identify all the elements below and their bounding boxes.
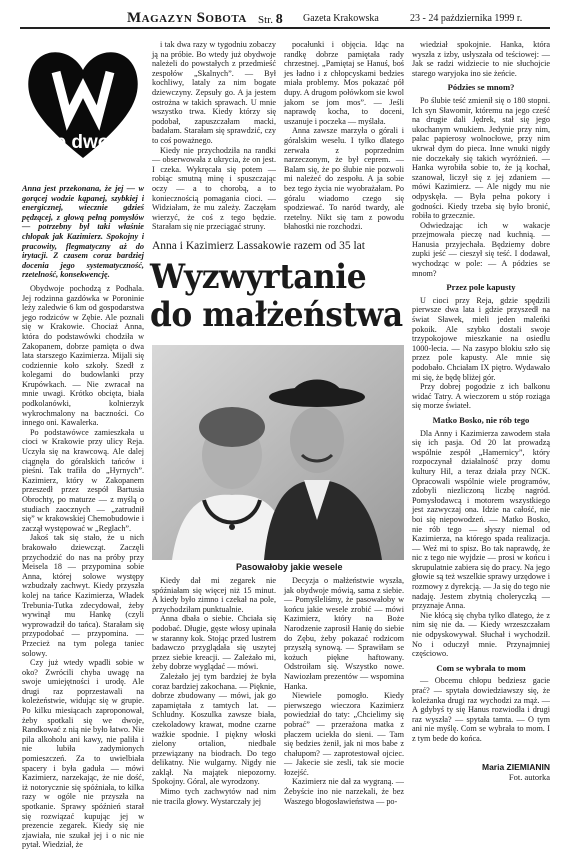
title-line-1: Wyzwyrtanie (150, 257, 367, 297)
paragraph: Po podstawówce zamieszkała u cioci w Krakowie przy ulicy Reja. Uczyła się na krawcową. Ale dalej ciągnęła do góralskich tańców i pieśni. Tak trafiła do „Hyrnych”. Kazimierz, który w Zakopanem przeszedł przez zespół Bartusia Obrochty, po maturze — z myślą o studiach zaocznych — „zatrudnił się” w krakowskiej Chemobudowie i zaczął występować w „Reglach”. (22, 427, 144, 533)
column-2-bottom (152, 576, 276, 806)
paragraph: i tak dwa razy w tygodniu zobaczy ją na próbie. Bo wtedy już obydwoje należeli do powstałych z przedmieść zespołów „Skalnych”. — Był kochliwy, lataly za nim bogate dziewczyny. Zepsuły go. A ja jestem ostrożna w takich sprawach. U mnie wszystko trwa. Kiedy którzy się podobał, zapuszczałam macki, badałam. Starałam się sprawdzić, czy to coś poważnego. (152, 40, 276, 145)
section-logo (22, 40, 144, 170)
subheading: Pódzies se mnom? (447, 82, 515, 93)
article-kicker: Anna i Kazimierz Lassakowie razem od 35 lat (152, 240, 365, 252)
paragraph: Zależało jej tym bardziej że była coraz bardziej zakochana. — Pięknie, dobrze zbudowany — mówi, jak go zapamiętała z tamtych lat. — Schludny. Koszulka zawsze biała, czekoladowy krawat, modne czarne ważkie spodnie. I piękny włoski zielony ortalion, niedbale przewiązany na biodrach. Do tego delikatny. Nie wulgarny. Nigdy nie zaklął. Na majątek niepozorny. Spokojny. Góral, ale wyrodzony. (152, 671, 276, 787)
page-header (0, 0, 563, 26)
paragraph: pocałunki i objęcia. Idąc na randkę dobrze pamiętała rady chrzestnej. „Pamiętaj se Hanuś, boś jes ładno i z chłopcyskami bedzies miała problemy. Mos pokazać pół dupy. A drugom połówkom sie kwol jakom se jom mos”. — Jeśli naprawdę kocha, to doceni, uszanuje i poczeka — myślała. (284, 40, 404, 126)
page-number (258, 12, 283, 28)
page-number-value: 8 (275, 12, 283, 27)
heart-logo-icon (22, 40, 144, 170)
byline (450, 762, 550, 782)
paragraph: wiedział spokojnie. Hanka, która wyszła z izby, usłyszała od teściowej: — Jak se radzi widziecie to nie słuchojcie starego waryjoka ino sie żeńcie. (412, 40, 550, 78)
issue-date: 23 - 24 października 1999 r. (410, 13, 523, 24)
paragraph: Niewiele pomogło. Kiedy pierwszego wieczora Kazimierz powiedział do taty: „Chcielimy się pobrać” — przeraźona matka z płaczem uciekła do sieni. — Tam się bedzies żenił, jak ni mos babe z chałupom? — zaprotestował ojciec. — Jakecie sie zesli, tak sie mocie łozejść. (284, 691, 404, 777)
paragraph: Odwiedzając ich w wakacje przejmowała pieczę nad kuchnią. — Hanusia przyjechała. Będziemy dobre zupki jeść — cieszył się teść. I dodawał, wychodząc w pole: — A pódzies se mnom? (412, 220, 550, 278)
paragraph: Anna zawsze marzyła o górali i góralskim weselu. I tylko dlatego zerwała z poprzednim narzeczonym, że był ceprem. — Balam się, że po ślubie nie pozwoli mi należeć do zespołu. A ja sobie bez tego życia nie wyobrażałam. Po góralu wiadomo czego się spodziewać. To naród twardy, ale rzetelny. Nikt się tam z powodu błahostki nie rozchodzi. (284, 126, 404, 232)
paragraph: Kiedy dał mi zegarek nie spóźniałam się więcej niż 15 minut. A kiedy było zimno i czekał na pole, przychodziłam punktualnie. (152, 576, 276, 614)
page-label: Str. (258, 14, 273, 26)
paragraph: — Obcemu chłopu bedziesz gacie prać? — spytała dowiedziawszy się, że koleżanka drugi raz wychodzi za mąż. — A gdybyś ty się Hanus rozwiodła i drugi raz wyszła? — spytała tamta. — O tym ani nie myślę. Com se wybrała to mom. I z tym bede do końca. (412, 676, 550, 743)
subheading: Com se wybrała to mom (436, 662, 526, 673)
paragraph: Anna dbała o siebie. Chciała się podobać. Długie, gęste włosy upinała w staranny kok. Stojąc przed lustrem badawczo przyglądała się uszytej przez siebie kreacji. — Zależało mi, żeby dobrze wyglądać — mówi. (152, 614, 276, 672)
paragraph: Obydwoje pochodzą z Podhala. Jej rodzinna gazdówka w Poroninie leży zaledwie 6 km od gospodarstwa jego rodziców w Zębie. Ale poznali się w Krakowie. Chociaż Anna, która do podstawówki chodziła w Zakopanem, dobrze pamięta o dwa lata starszego Kazimierza. Mijali się codziennie koło szkoły. Szedł z kolegami do budowlanki przy Krupówkach. — Nie zwracał na mnie uwagi. Krótko obcięta, biała podkolanówki, kolnierzyk wykrochmalony na baczności. Co innego oni. Kawalerka. (22, 283, 144, 428)
paragraph: Dla Anny i Kazimierza zawodem stała się ich pasja. Od 20 lat prowadzą wspólnie zespół „Hamernicy”, który rozpoczynał działalność przy domu kultury Hil, a teraz działa przy NCK. Opracowali wspólnie wiele programów, zdobyli niezliczoną liczbę nagród. Pomysłodawcą i motorem wszystkiego jest zazwyczaj ona. Idzie na całość, nie boi się niepowodzeń. — Matko Bosko, nie rób tego — słyszy niemal od Kazimierza, na którego spada realizacja. — Weź mi to spisz. Bo tak naprawdę, że nic z tego nie wyjdzie — prosi w końcu i skrupulatnie zabiera się do pracy. Na jego głowie są też wszelkie sprawy urzędowe i rozmowy z dyrekcją. — Ja się do tego nie nadaję. Jestem zbytnią choleryczką — przyznaje Anna. (412, 428, 550, 611)
paragraph: Decyzja o małżeństwie wyszła, jak obydwoje mówią, sama z siebie. — Pomyśleliśmy, że pasowałoby w końcu jakie wesele zrobić — mówi Kazimierz, który na Boże Narodzenie zaprosił Hanię do siebie do Zębu, żeby pokazać rodzicom przyszłą synową. — Sprawiłam se kożuch piękne haftowany. Odstroiłam się. Wszystko nowe. Nawiozłam prezentów — wspomina Hanka. (284, 576, 404, 691)
magazine-name: Magazyn Sobota (127, 10, 247, 26)
column-1 (22, 184, 144, 850)
column-3-top (284, 40, 404, 238)
couple-portrait-image (152, 345, 404, 560)
article-title (150, 258, 403, 334)
column-3-bottom (284, 576, 404, 806)
title-line-2: do małżeństwa (150, 295, 403, 335)
paragraph: Kazimierz nie dał za wygraną. — Żebyście ino nie narzekali, że bez Waszego błogosławieństwa — po- (284, 777, 404, 806)
subheading: Przez pole kapusty (446, 282, 516, 293)
column-4 (412, 40, 550, 758)
paragraph: Czy już wtedy wpadli sobie w oko? Zwrócili chyba uwagę na swoje umiejętności i urodę. Ale drugi raz poprzestawali na koleżeństwie, widując się w grupie. Po kilku miesiącach zaproponował, żeby spotkali się we dwoje, Randkować z nią nie było łatwo. Nie pila alkoholu ani kawy, nie paliła i nie lubiła zadymionych pomieszczeń. Za to uwielbiała spacery i była gaduła — mówi Kazimierz, narzekając, że nie dość, iż notorycznie się spóźniała, to kilka razy w ogóle nie przyszła na spotkanie. Sprawy spóźnień starał się rozwiązać kupując jej w prezencie zegarek. Kiedy się nie zjawiała, nie szukał jej i o nic nie pytał. Wiedział, że (22, 658, 144, 850)
paragraph: Jakoś tak się stało, że u nich brakowało dziewcząt. Zaczęli przychodzić do nas na próby przy Meisela 18 — przypomina sobie Anna, której solowe występy wzbudzały zachwyt. Kiedy przyszła kolej na tańce Kazimierza, Władek Trebunia-Tutka zdecydował, żeby wywinął mu Hankę (czyli wyprowadził do tańca). Starałam się przypodobać — przypomina. — Przecież na tym polega taniec solowy. (22, 533, 144, 658)
column-2-top (152, 40, 276, 238)
lead-paragraph: Anna jest przekonana, że jej — w gorącej wodzie kąpanej, szybkiej i energicznej, wiecznie gdzieś pędzącej, z głową pełną pomysłów — potrzebny był taki właśnie chłopak jak Kazimierz. Spokojny i pracowity, flegmatyczny aż do irytacji. Z czasem coraz bardziej docenia jego systematyczność, rzetelność, konsekwencję. (22, 184, 144, 280)
paragraph: Mimo tych zachwytów nad nim nie tracila głowy. Wystarczały jej (152, 787, 276, 806)
couple-photo (152, 345, 404, 560)
paragraph: U cioci przy Reja, gdzie spędzili pierwsze dwa lata i gdzie przyszedł na świat Sławek, mieli jeden maleńki pokoik. Ale szybko dostali swoje trzypokojowe mieszkanie na osiedlu 1000-lecia. — Na zasypo blokiu szło się przez pole kapusty. Ale mnie się podobało. Chciałam IX piętro. Wydawało mi się, że będę bliżej gór. (412, 295, 550, 382)
svg-text:we dwoje: we dwoje (40, 132, 126, 153)
photo-caption: Pasowałoby jakie wesele (236, 562, 343, 572)
newspaper-name: Gazeta Krakowska (303, 13, 379, 24)
paragraph: Nie kłócą się chyba tylko dlatego, że z nim się nie da. — Kiedy wrzeszczałam nie odpyskowywał. Słuchał i wychodził. No i oduczył mnie. Przynajmniej częściowo. (412, 610, 550, 659)
paragraph: Kiedy nie przychodziła na randki — obserwowała z ukrycia, że on jest. I czeka. Wykręcała się potem — robiąc smutną minę i spuszczając oczy — a to chorobą, a to koniecznością pomagania cioci. — Widziałam, że mu zależy. Zaczęłam wierzyć, że coś z tego będzie. Starałam się nie przeciągać struny. (152, 145, 276, 232)
author-name: Maria ZIEMIANIN (481, 762, 550, 772)
header-rule (20, 27, 550, 29)
paragraph: Przy dobrej pogodzie z ich balkonu widać Tatry. A wieczorem u stóp roziąga się morze świateł. (412, 382, 550, 411)
paragraph: Po ślubie teść zmienił się o 180 stopni. Ich syn Sławomir, któremu na jego cześć na drugie dali Jędrek, stał się jego ukochanym wnukiem. Jedynie przy nim, palac papierosy wolnocłowe, przy nim ukrwał dym do pieca. Inne wnuki nigdy nie doczekały się takich wyróżnień. — Hanka wyrobiła sobie to, że ją kochał, szanował, liczył się z jej zdaniem — mówi Kazimierz. — Ale nigdy mu nie odpyskęła. — Była pełna pokory i godności. Kiedy trzeba się było bronić, robiła to grzecznie. (412, 95, 550, 221)
photo-credit: Fot. autorka (508, 772, 550, 782)
subheading: Matko Bosko, nie rób tego (432, 414, 530, 425)
